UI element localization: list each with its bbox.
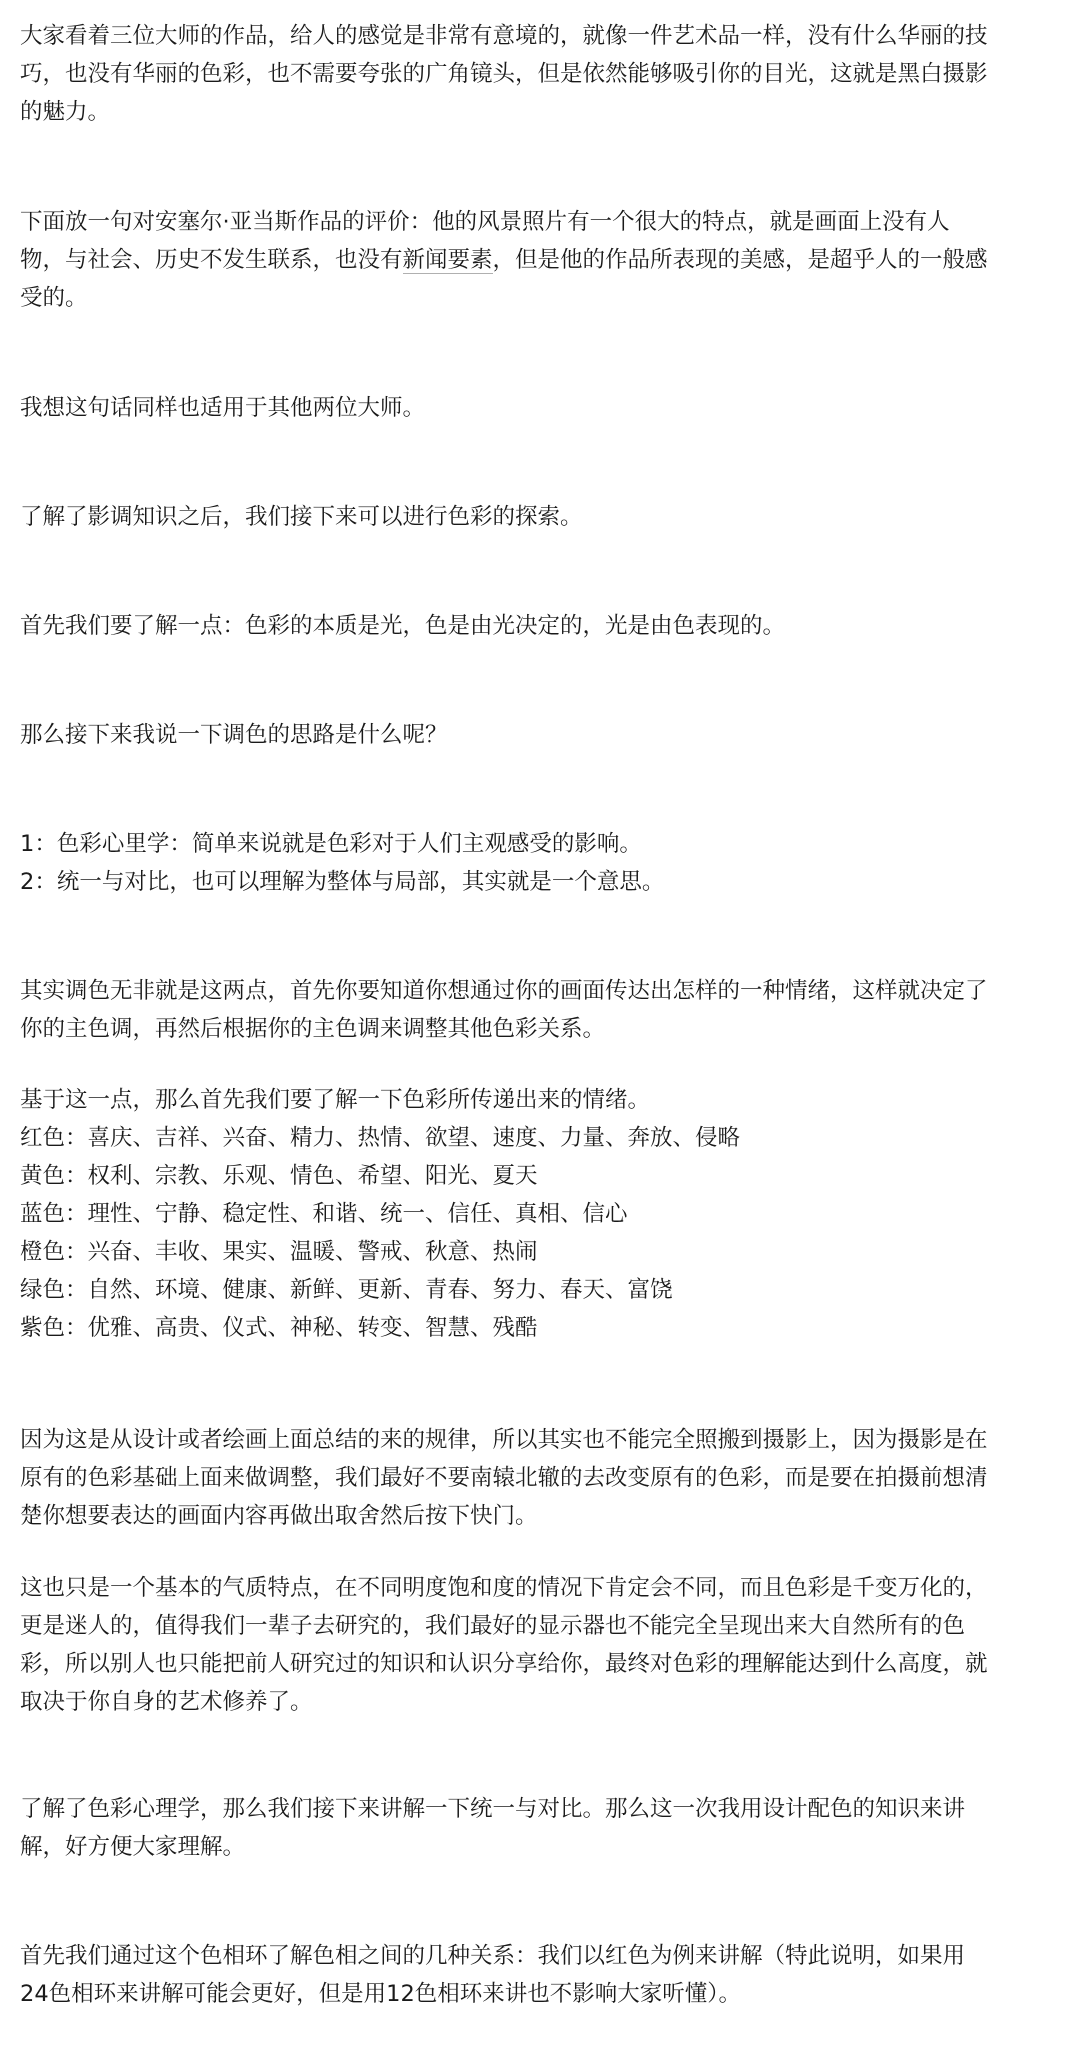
paragraph-line: 巧，也没有华丽的色彩，也不需要夸张的广角镜头，但是依然能够吸引你的目光，这就是黑白摄影 xyxy=(20,61,988,87)
paragraph-line: 首先我们通过这个色相环了解色相之间的几种关系：我们以红色为例来讲解（特此说明，如果用 xyxy=(20,1943,966,1969)
news-elements-link[interactable]: 新闻要素 xyxy=(402,247,493,273)
list-item: 2：统一与对比，也可以理解为整体与局部，其实就是一个意思。 xyxy=(20,869,665,895)
paragraph-line: 的魅力。 xyxy=(20,99,111,125)
paragraph-line: 原有的色彩基础上面来做调整，我们最好不要南辕北辙的去改变原有的色彩，而是要在拍摄前想清 xyxy=(20,1465,988,1491)
list-item: 蓝色：理性、宁静、稳定性、和谐、统一、信任、真相、信心 xyxy=(20,1201,628,1227)
paragraph-line: 楚你想要表达的画面内容再做出取舍然后按下快门。 xyxy=(20,1503,538,1529)
list-item: 红色：喜庆、吉祥、兴奋、精力、热情、欲望、速度、力量、奔放、侵略 xyxy=(20,1125,741,1151)
paragraph-line: 取决于你自身的艺术修养了。 xyxy=(20,1689,313,1715)
paragraph-line: 你的主色调，再然后根据你的主色调来调整其他色彩关系。 xyxy=(20,1016,606,1042)
paragraph-color-emotions xyxy=(20,1081,1050,1347)
list-item: 橙色：兴奋、丰收、果实、温暖、警戒、秋意、热闹 xyxy=(20,1239,538,1265)
list-item: 绿色：自然、环境、健康、新鲜、更新、青春、努力、春天、富饶 xyxy=(20,1277,673,1303)
paragraph-line: 那么接下来我说一下调色的思路是什么呢？ xyxy=(20,722,448,748)
paragraph-line: 因为这是从设计或者绘画上面总结的来的规律，所以其实也不能完全照搬到摄影上，因为摄影是在 xyxy=(20,1427,988,1453)
paragraph-intro xyxy=(20,17,1050,131)
paragraph-line: 了解了影调知识之后，我们接下来可以进行色彩的探索。 xyxy=(20,504,583,530)
paragraph-masters xyxy=(20,389,1050,427)
text-span: 物，与社会、历史不发生联系，也没有 xyxy=(20,247,403,273)
paragraph-line: 受的。 xyxy=(20,285,88,311)
paragraph-line: 首先我们要了解一点：色彩的本质是光，色是由光决定的，光是由色表现的。 xyxy=(20,613,786,639)
paragraph-line: 基于这一点，那么首先我们要了解一下色彩所传递出来的情绪。 xyxy=(20,1087,651,1113)
paragraph-line: 更是迷人的，值得我们一辈子去研究的，我们最好的显示器也不能完全呈现出来大自然所有的色 xyxy=(20,1613,966,1639)
paragraph-line: 我想这句话同样也适用于其他两位大师。 xyxy=(20,395,426,421)
list-item: 1：色彩心里学：简单来说就是色彩对于人们主观感受的影响。 xyxy=(20,831,642,857)
list-item: 紫色：优雅、高贵、仪式、神秘、转变、智慧、残酷 xyxy=(20,1315,538,1341)
paragraph-line xyxy=(20,241,1050,279)
paragraph-design-rules xyxy=(20,1421,1050,1535)
paragraph-unity-contrast xyxy=(20,1790,1050,1866)
paragraph-line: 彩，所以别人也只能把前人研究过的知识和认识分享给你，最终对色彩的理解能达到什么高度，就 xyxy=(20,1651,988,1677)
paragraph-line: 大家看着三位大师的作品，给人的感觉是非常有意境的，就像一件艺术品一样，没有什么华丽的技 xyxy=(20,23,988,49)
paragraph-color-essence xyxy=(20,607,1050,645)
paragraph-line: 其实调色无非就是这两点，首先你要知道你想通过你的画面传达出怎样的一种情绪，这样就决定了 xyxy=(20,978,988,1004)
numbered-list xyxy=(20,825,1050,901)
paragraph-line: 这也只是一个基本的气质特点，在不同明度饱和度的情况下肯定会不同，而且色彩是千变万化的， xyxy=(20,1575,988,1601)
paragraph-grading-summary xyxy=(20,972,1050,1048)
paragraph-line: 24色相环来讲解可能会更好，但是用12色相环来讲也不影响大家听懂）。 xyxy=(20,1981,742,2007)
paragraph-tone-knowledge xyxy=(20,498,1050,536)
paragraph-line: 下面放一句对安塞尔·亚当斯作品的评价：他的风景照片有一个很大的特点，就是画面上没有人 xyxy=(20,209,950,235)
text-span: ，但是他的作品所表现的美感，是超乎人的一般感 xyxy=(492,247,988,273)
paragraph-color-variety xyxy=(20,1569,1050,1721)
paragraph-ansel-adams-review xyxy=(20,203,1050,317)
paragraph-line: 解，好方便大家理解。 xyxy=(20,1834,246,1860)
paragraph-line: 了解了色彩心理学，那么我们接下来讲解一下统一与对比。那么这一次我用设计配色的知识来讲 xyxy=(20,1796,966,1822)
paragraph-color-wheel xyxy=(20,1937,1050,2013)
list-item: 黄色：权利、宗教、乐观、情色、希望、阳光、夏天 xyxy=(20,1163,538,1189)
paragraph-grading-idea xyxy=(20,716,1050,754)
